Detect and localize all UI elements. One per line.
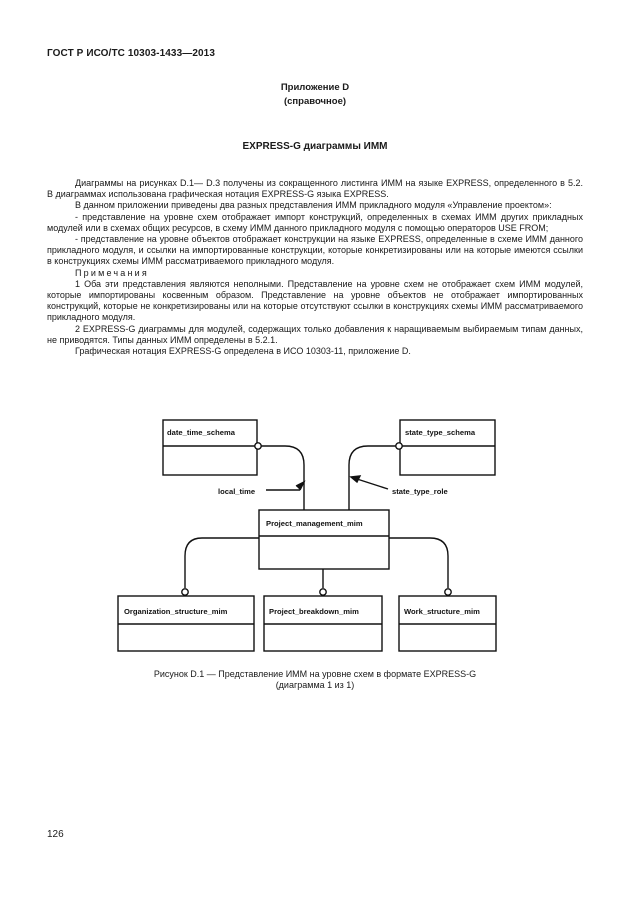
paragraph: Диаграммы на рисунках D.1— D.3 получены из сокращенного листинга ИММ на языке EXPRESS, определенного в 5.2. В диаграммах использована графическая нотация EXPRESS-G языка EXPRESS. bbox=[47, 178, 583, 200]
connector-work bbox=[389, 538, 448, 588]
label-date-time: date_time_schema bbox=[167, 428, 235, 437]
local-time-arrow bbox=[296, 482, 304, 490]
express-g-diagram bbox=[0, 405, 630, 660]
paragraph: 1 Оба эти представления являются неполными. Представление на уровне схем не отображает схем ИММ модулей, которые импортированы косвенным образом. Представление на уровне объектов не отображает импортированных конструкций, которые не конкретизированы или на которые отсутствуют ссылки в конструкциях схемы ИММ рассматриваемого прикладного модуля. bbox=[47, 278, 583, 323]
figure-caption bbox=[0, 669, 630, 691]
section-title: EXPRESS-G диаграммы ИММ bbox=[242, 141, 388, 152]
paragraph: - представление на уровне объектов отображает конструкции на языке EXPRESS, определенные в схеме ИММ данного прикладного модуля, и ссылки на импортированные конструкции, которые конкретизированы или на которые имеются ссылки в конструкциях схемы ИММ рассматриваемого прикладного модуля. bbox=[47, 234, 583, 267]
label-work: Work_structure_mim bbox=[404, 607, 480, 616]
relation-circle-date-time bbox=[255, 443, 261, 449]
caption-line-1: Рисунок D.1 — Представление ИММ на уровне схем в формате EXPRESS-G bbox=[153, 669, 477, 679]
body-text bbox=[47, 178, 583, 357]
document-header: ГОСТ Р ИСО/ТС 10303-1433—2013 bbox=[47, 48, 215, 59]
relation-circle-state-type bbox=[396, 443, 402, 449]
paragraph: В данном приложении приведены два разных представления ИММ прикладного модуля «Управление проектом»: bbox=[75, 200, 552, 211]
relation-circle-org bbox=[182, 589, 188, 595]
appendix-title: Приложение D bbox=[280, 82, 350, 93]
label-center: Project_management_mim bbox=[266, 519, 363, 528]
label-state-type: state_type_schema bbox=[405, 428, 476, 437]
paragraph: - представление на уровне схем отображает импорт конструкций, определенных в схемах ИММ других прикладных модулей или в схемах общих ресурсов, в схему ИММ данного прикладного модуля с помощью операторов USE FROM; bbox=[47, 211, 583, 233]
page-number: 126 bbox=[47, 829, 64, 840]
appendix-subtitle: (справочное) bbox=[283, 96, 347, 107]
state-type-role-arrow bbox=[351, 476, 360, 482]
label-org: Organization_structure_mim bbox=[124, 607, 228, 616]
state-type-role-leader bbox=[357, 479, 388, 489]
label-state-type-role: state_type_role bbox=[392, 487, 448, 496]
label-local-time: local_time bbox=[218, 487, 256, 496]
relation-circle-breakdown bbox=[320, 589, 326, 595]
paragraph: Графическая нотация EXPRESS-G определена в ИСО 10303-11, приложение D. bbox=[75, 346, 411, 357]
connector-org bbox=[185, 538, 259, 588]
relation-circle-work bbox=[445, 589, 451, 595]
paragraph: 2 EXPRESS-G диаграммы для модулей, содержащих только добавления к наращиваемым выбираемым типам данных, не приводятся. Типы данных ИММ определены в 5.2.1. bbox=[47, 323, 583, 345]
notes-heading: Примечания bbox=[75, 267, 149, 278]
label-breakdown: Project_breakdown_mim bbox=[269, 607, 359, 616]
connector-date-time bbox=[261, 446, 304, 510]
caption-line-2: (диаграмма 1 из 1) bbox=[275, 680, 355, 690]
